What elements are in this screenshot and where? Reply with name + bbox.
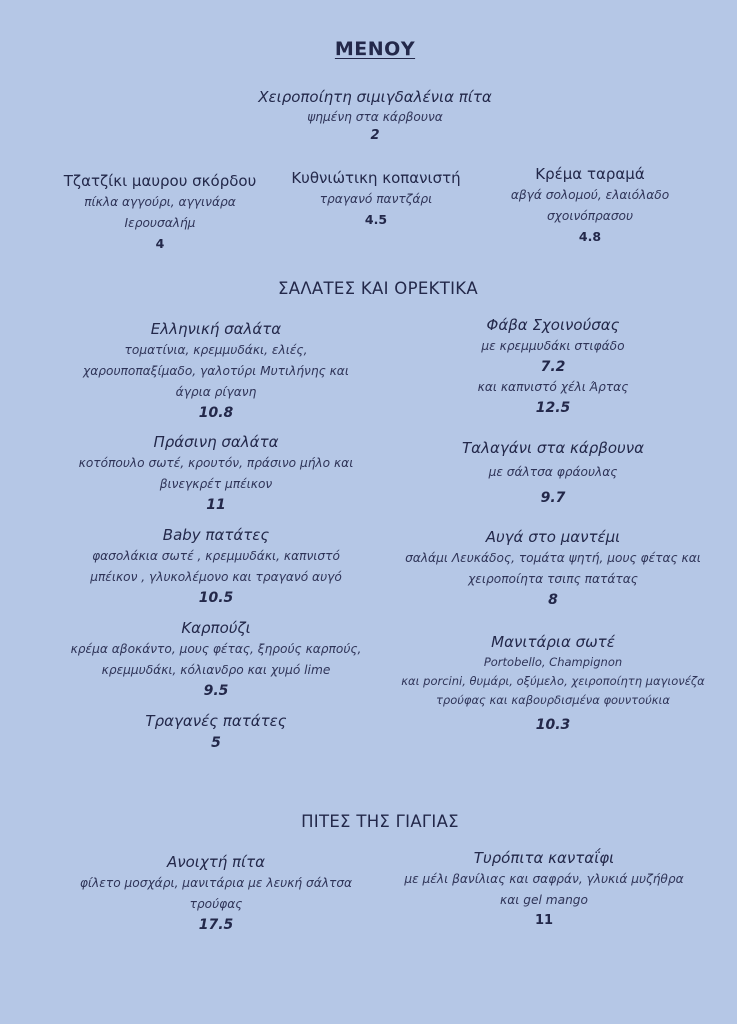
item-price: 9.7 [540,490,566,506]
menu-item-green-salad [56,431,376,515]
item-price: 4.5 [364,212,388,227]
item-desc: Portobello, Champignon [483,655,623,669]
item-name: Ανοιχτή πίτα [166,853,266,871]
item-desc: βινεγκρέτ μπέικον [159,477,273,491]
item-name: Χειροποίητη σιμιγδαλένια πίτα [258,88,492,106]
item-price: 10.5 [198,590,234,606]
item-desc: μπέικον , γλυκολέμονο και τραγανό αυγό [90,570,342,584]
item-price: 2 [370,128,380,143]
item-desc: άγρια ρίγανη [175,385,257,399]
item-desc: Ιερουσαλήμ [124,216,196,230]
item-name: Τυρόπιτα κανταΐφι [473,849,615,867]
menu-item-open-pie [56,851,376,935]
menu-item-kataifi-pie [374,847,714,931]
item-name: Πράσινη σαλάτα [153,433,279,451]
item-desc: με κρεμμυδάκι στιφάδο [481,339,625,353]
item-desc: χαρουποπαξίμαδο, γαλοτύρι Μυτιλήνης και [83,364,349,378]
item-name: Τζατζίκι μαυρου σκόρδου [63,172,257,190]
menu-title: ΜΕΝΟΥ [334,38,416,60]
item-desc: κρεμμυδάκι, κόλιανδρο και χυμό lime [101,663,331,677]
item-name: Κυθνιώτικη κοπανιστή [291,169,461,187]
item-desc: κοτόπουλο σωτέ, κρουτόν, πράσινο μήλο και [78,456,354,470]
item-price: 11 [534,913,554,928]
menu-item-dip-2 [276,167,476,230]
item-desc: και porcini, θυμάρι, οξύμελο, χειροποίητη μαγιονέζα [401,674,705,688]
item-desc: κρέμα αβοκάντο, μους φέτας, ξηρούς καρπούς, [70,642,362,656]
section-title-pies: ΠΙΤΕΣ ΤΗΣ ΓΙΑΓΙΑΣ [301,812,459,831]
item-price: 10.8 [198,405,234,421]
item-desc: τρούφας [189,897,243,911]
item-name: Μανιτάρια σωτέ [491,633,615,651]
item-name: Φάβα Σχοινούσας [486,316,620,334]
item-desc: σχοινόπρασου [546,209,634,223]
item-price-extra: 12.5 [535,400,571,416]
item-price: 10.3 [535,717,571,733]
item-name: Baby πατάτες [162,526,270,544]
item-price: 5 [211,735,221,751]
item-desc: χειροποίητα τσιπς πατάτας [468,572,638,586]
item-price: 9.5 [203,683,229,699]
item-price: 11 [206,497,226,513]
item-desc: με σάλτσα φράουλας [488,465,618,479]
item-desc: τραγανό παντζάρι [319,192,433,206]
item-desc: με μέλι βανίλιας και σαφράν, γλυκιά μυζήθρα [404,872,684,886]
item-price: 7.2 [540,359,566,375]
item-desc: πίκλα αγγούρι, αγγινάρα [84,195,236,209]
item-name: Ελληνική σαλάτα [150,320,282,338]
menu-item-fava [388,314,718,418]
item-desc: φασολάκια σωτέ , κρεμμυδάκι, καπνιστό [92,549,340,563]
item-name: Ταλαγάνι στα κάρβουνα [462,439,644,457]
item-desc: και gel mango [500,893,588,907]
item-desc: αβγά σολομού, ελαιόλαδο [510,188,670,202]
menu-item-dip-1 [40,170,280,254]
item-name: Τραγανές πατάτες [145,712,287,730]
item-price: 4 [155,236,165,251]
item-desc: τρούφας και καβουρδισμένα φουντούκια [435,693,671,707]
menu-item-greek-salad [56,318,376,423]
menu-item-pita [0,87,737,143]
section-title-salads: ΣΑΛΑΤΕΣ ΚΑΙ ΟΡΕΚΤΙΚΑ [278,279,478,298]
menu-item-watermelon [56,617,376,701]
item-name: Κρέμα ταραμά [535,165,645,183]
item-name: Καρπούζι [181,619,251,637]
item-price: 4.8 [578,229,602,244]
item-desc-extra: και καπνιστό χέλι Άρτας [477,380,629,394]
item-desc: τοματίνια, κρεμμυδάκι, ελιές, [124,343,308,357]
menu-item-crispy-potatoes [56,710,376,754]
menu-item-talagani [388,437,718,511]
item-desc: ψημένη στα κάρβουνα [307,110,443,124]
menu-item-baby-potatoes [56,524,376,608]
item-name: Αυγά στο μαντέμι [485,528,621,546]
menu-item-dip-3 [490,163,690,247]
item-desc: σαλάμι Λευκάδος, τομάτα ψητή, μους φέτας και [405,551,701,565]
item-desc: φίλετο μοσχάρι, μανιτάρια με λευκή σάλτσα [79,876,353,890]
menu-item-mushrooms [368,631,737,740]
menu-item-eggs [378,526,728,610]
item-price: 17.5 [198,917,234,933]
item-price: 8 [548,592,558,608]
